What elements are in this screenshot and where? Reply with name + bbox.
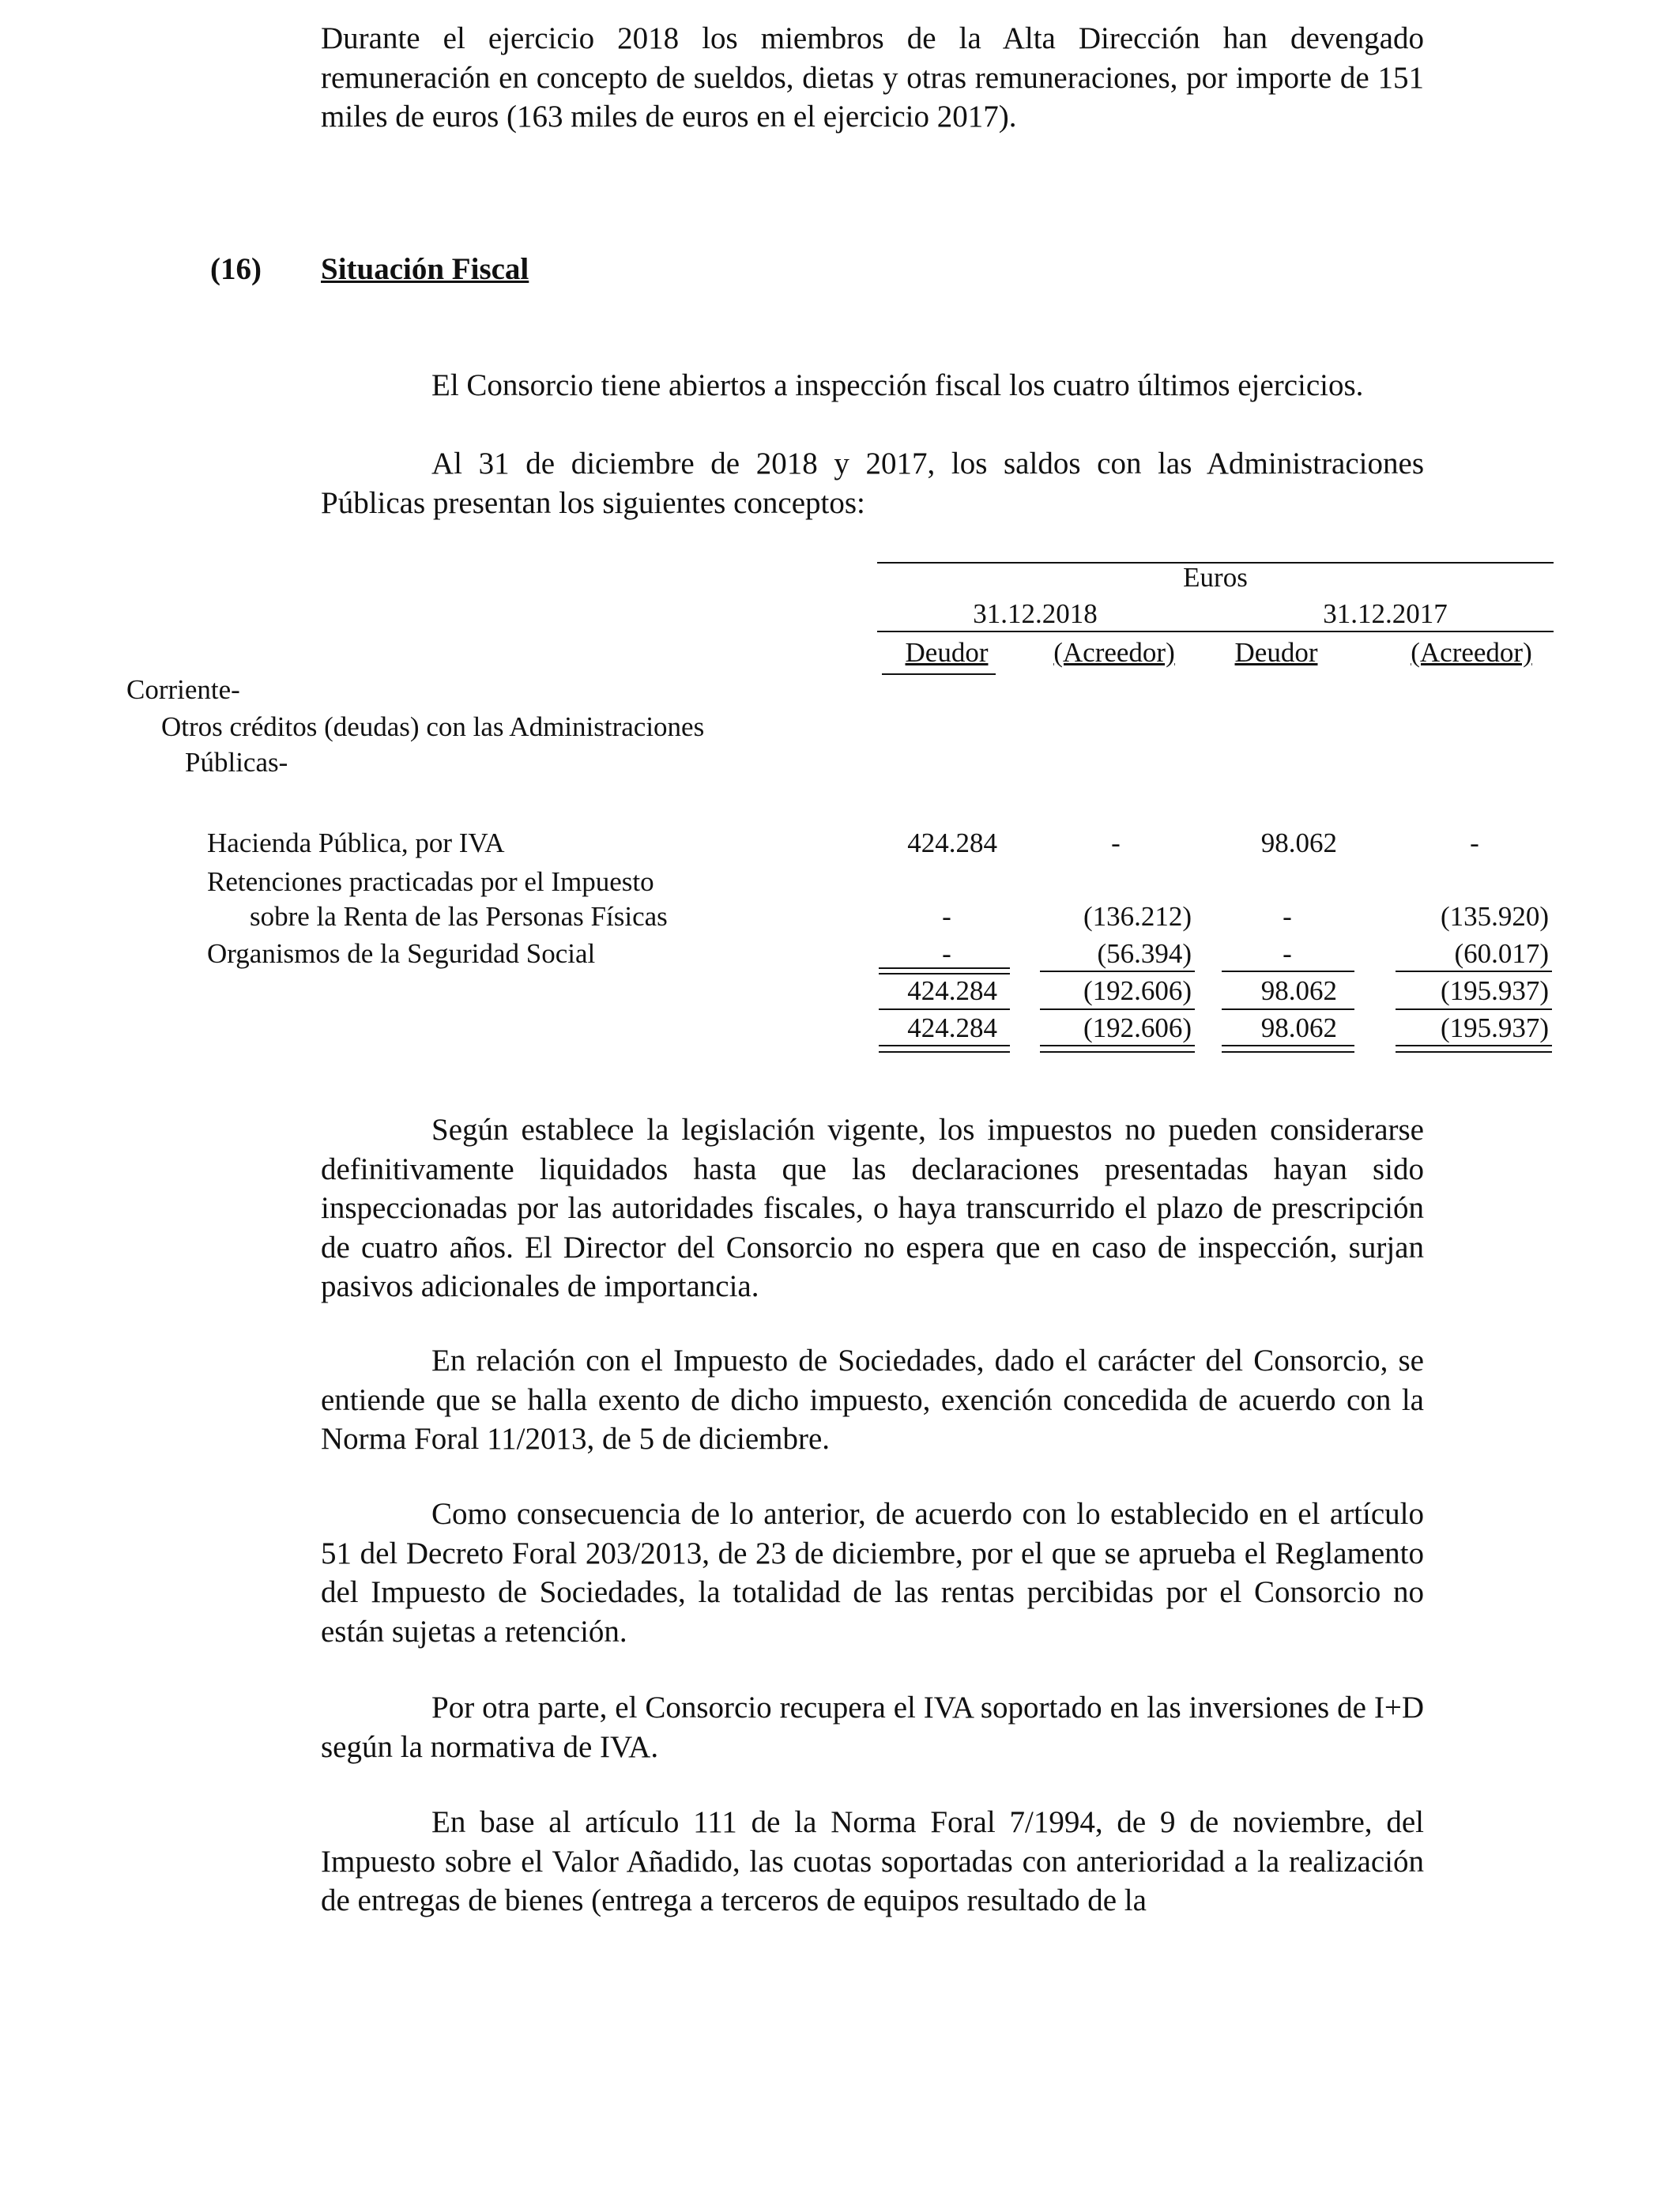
total-rule-b <box>1040 1008 1195 1010</box>
subtotal-rule-a1 <box>879 967 1010 969</box>
paragraph-iva-id: Por otra parte, el Consorcio recupera el IVA soportado en las inversiones de I+D según la normativa de IVA. <box>321 1691 1424 1764</box>
col-header-acreedor-2018: (Acreedor) <box>1053 637 1175 668</box>
period-rule-2018 <box>877 631 1193 632</box>
row-ss-acreedor-2017: (60.017) <box>1454 938 1549 969</box>
period-header-2017: 31.12.2017 <box>1323 598 1448 629</box>
total-rule-d <box>1396 1008 1552 1010</box>
subgroup-label-cont: Públicas- <box>185 747 288 778</box>
subtotal-rule-b <box>1040 971 1195 972</box>
row-label-seguridad-social: Organismos de la Seguridad Social <box>207 938 596 969</box>
col-header-deudor-2018: Deudor <box>905 637 989 668</box>
row-irpf-acreedor-2018: (136.212) <box>1083 901 1192 932</box>
subtotal-rule-a2 <box>879 973 1010 974</box>
total-deudor-2017: 98.062 <box>1260 1012 1337 1043</box>
paragraph-retencion: Como consecuencia de lo anterior, de acuerdo con lo establecido en el artículo 51 del Decreto Foral 203/2013, de 23 de diciembre, por el que se aprueba el Reglamento del Impuesto de Sociedades, la totalidad de las rentas percibidas por el Consorcio no están sujetas a retención. <box>321 1497 1424 1649</box>
subtotal-rule-d <box>1396 971 1552 972</box>
subtotal-rule-c <box>1222 971 1354 972</box>
row-label-iva: Hacienda Pública, por IVA <box>207 827 505 858</box>
row-irpf-deudor-2018: - <box>942 901 951 932</box>
paragraph-saldos-intro: Al 31 de diciembre de 2018 y 2017, los saldos con las Administraciones Públicas presentan los siguientes conceptos: <box>321 447 1424 520</box>
total-double-rule-c1 <box>1222 1045 1354 1046</box>
subgroup-label: Otros créditos (deudas) con las Administraciones <box>161 711 705 742</box>
total-double-rule-b1 <box>1040 1045 1195 1046</box>
total-rule-c <box>1222 1008 1354 1010</box>
total-acreedor-2018: (192.606) <box>1083 1012 1192 1043</box>
row-irpf-acreedor-2017: (135.920) <box>1440 901 1549 932</box>
paragraph-impuesto-sociedades: En relación con el Impuesto de Sociedades, dado el carácter del Consorcio, se entiende que se halla exento de dicho impuesto, exención concedida de acuerdo con la Norma Foral 11/2013, de 5 de diciembre. <box>321 1344 1424 1456</box>
total-double-rule-c2 <box>1222 1051 1354 1053</box>
total-double-rule-d2 <box>1396 1051 1552 1053</box>
row-label-irpf: Retenciones practicadas por el Impuesto <box>207 866 654 897</box>
col-header-acreedor-2017: (Acreedor) <box>1411 637 1532 668</box>
section-number: (16) <box>210 252 262 286</box>
row-ss-deudor-2017: - <box>1283 938 1292 969</box>
deudor-double-rule <box>882 673 996 675</box>
paragraph-norma-foral: En base al artículo 111 de la Norma Foral 7/1994, de 9 de noviembre, del Impuesto sobre el Valor Añadido, las cuotas soportadas con anterioridad a la realización de entregas de bienes (entrega a terceros de equipos resultado de la <box>321 1805 1424 1917</box>
paragraph-inspeccion: El Consorcio tiene abiertos a inspección fiscal los cuatro últimos ejercicios. <box>431 368 1364 402</box>
period-rule-2017 <box>1193 631 1554 632</box>
subtotal-deudor-2018: 424.284 <box>907 975 997 1006</box>
col-header-deudor-2017: Deudor <box>1234 637 1318 668</box>
row-iva-deudor-2018: 424.284 <box>907 827 997 858</box>
total-double-rule-a1 <box>879 1045 1010 1046</box>
total-double-rule-b2 <box>1040 1051 1195 1053</box>
total-double-rule-d1 <box>1396 1045 1552 1046</box>
total-double-rule-a2 <box>879 1051 1010 1053</box>
total-deudor-2018: 424.284 <box>907 1012 997 1043</box>
row-ss-acreedor-2018: (56.394) <box>1097 938 1192 969</box>
row-label-irpf-cont: sobre la Renta de las Personas Físicas <box>250 901 668 932</box>
paragraph-alta-direccion: Durante el ejercicio 2018 los miembros de la Alta Dirección han devengado remuneración en concepto de sueldos, dietas y otras remuneraciones, por importe de 151 miles de euros (163 miles de euros en el ejercicio 2017). <box>321 21 1424 134</box>
row-iva-acreedor-2017: - <box>1470 827 1479 858</box>
subtotal-deudor-2017: 98.062 <box>1260 975 1337 1006</box>
section-title: Situación Fiscal <box>321 252 529 286</box>
paragraph-prescripcion: Según establece la legislación vigente, los impuestos no pueden considerarse definitivamente liquidados hasta que las declaraciones presentadas hayan sido inspeccionadas por las autoridades fiscales, o haya transcurrido el plazo de prescripción de cuatro años. El Director del Consorcio no espera que en caso de inspección, surjan pasivos adicionales de importancia. <box>321 1113 1424 1303</box>
table-unit-header: Euros <box>1183 562 1248 593</box>
group-label: Corriente- <box>126 674 240 705</box>
row-irpf-deudor-2017: - <box>1283 901 1292 932</box>
total-rule-a <box>879 1008 1010 1010</box>
row-ss-deudor-2018: - <box>942 938 951 969</box>
total-acreedor-2017: (195.937) <box>1440 1012 1549 1043</box>
subtotal-acreedor-2018: (192.606) <box>1083 975 1192 1006</box>
period-header-2018: 31.12.2018 <box>973 598 1098 629</box>
row-iva-deudor-2017: 98.062 <box>1260 827 1337 858</box>
subtotal-acreedor-2017: (195.937) <box>1440 975 1549 1006</box>
row-iva-acreedor-2018: - <box>1111 827 1121 858</box>
